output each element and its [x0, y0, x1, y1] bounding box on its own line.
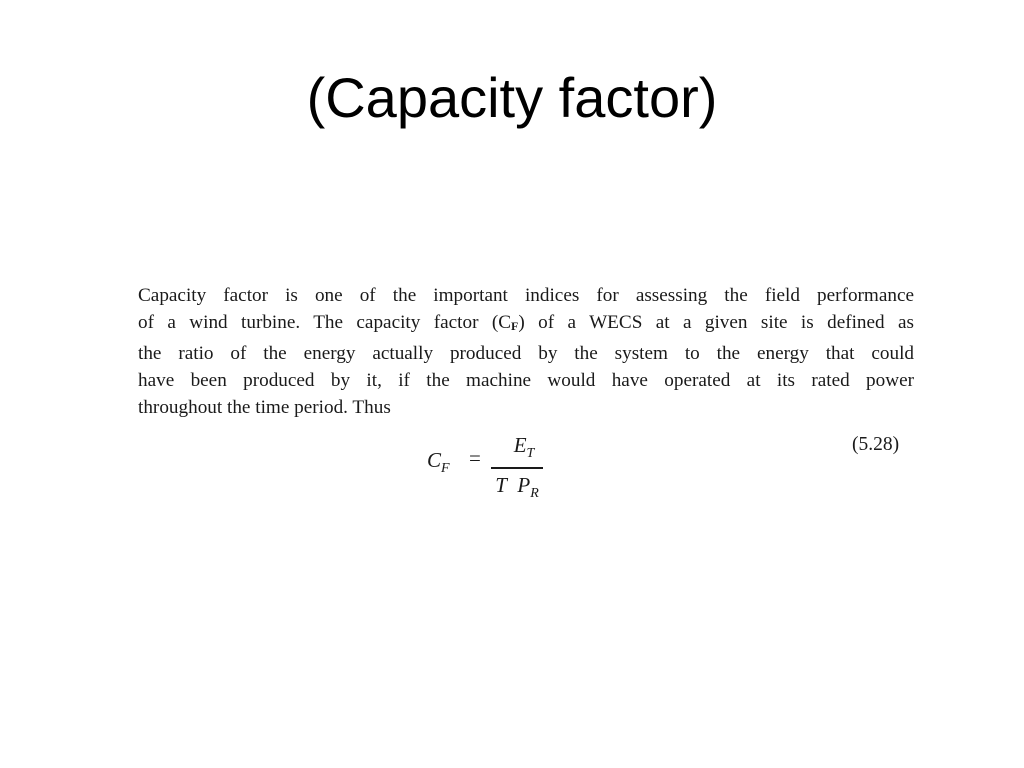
- paragraph-line: [138, 309, 914, 340]
- denominator-p: P: [517, 472, 531, 497]
- lhs-symbol: C: [427, 448, 442, 472]
- slide-title: (Capacity factor): [306, 66, 718, 129]
- textbook-excerpt: [138, 282, 914, 421]
- denominator-p-subscript: R: [530, 485, 539, 501]
- paragraph-line: Capacity factor is one of the important indices for assessing the field performance: [138, 285, 914, 306]
- paragraph-line: throughout the time period. Thus: [138, 397, 391, 418]
- capacity-factor-paragraph: [138, 282, 914, 421]
- lhs-subscript: F: [441, 461, 450, 476]
- fraction-denominator: [491, 472, 543, 507]
- numerator-symbol: E: [513, 433, 527, 457]
- denominator-t: T: [495, 472, 507, 497]
- paragraph-line: have been produced by it, if the machine would have operated at its rated power: [138, 370, 914, 391]
- cf-subscript: F: [511, 319, 519, 333]
- fraction-bar: [491, 467, 543, 469]
- fraction-numerator: [491, 432, 543, 467]
- capacity-factor-equation: [427, 432, 557, 502]
- paragraph-line-part: of a wind turbine. The capacity factor (C: [138, 312, 512, 333]
- paragraph-line-part: ) of a WECS at a given site is defined as: [518, 312, 915, 333]
- paragraph-line: the ratio of the energy actually produced by the system to the energy that could: [138, 343, 914, 364]
- fraction: [491, 432, 543, 507]
- equals-sign: =: [469, 446, 481, 470]
- equation-number: (5.28): [852, 434, 900, 455]
- numerator-subscript: T: [526, 446, 535, 461]
- equation-lhs: [427, 448, 450, 477]
